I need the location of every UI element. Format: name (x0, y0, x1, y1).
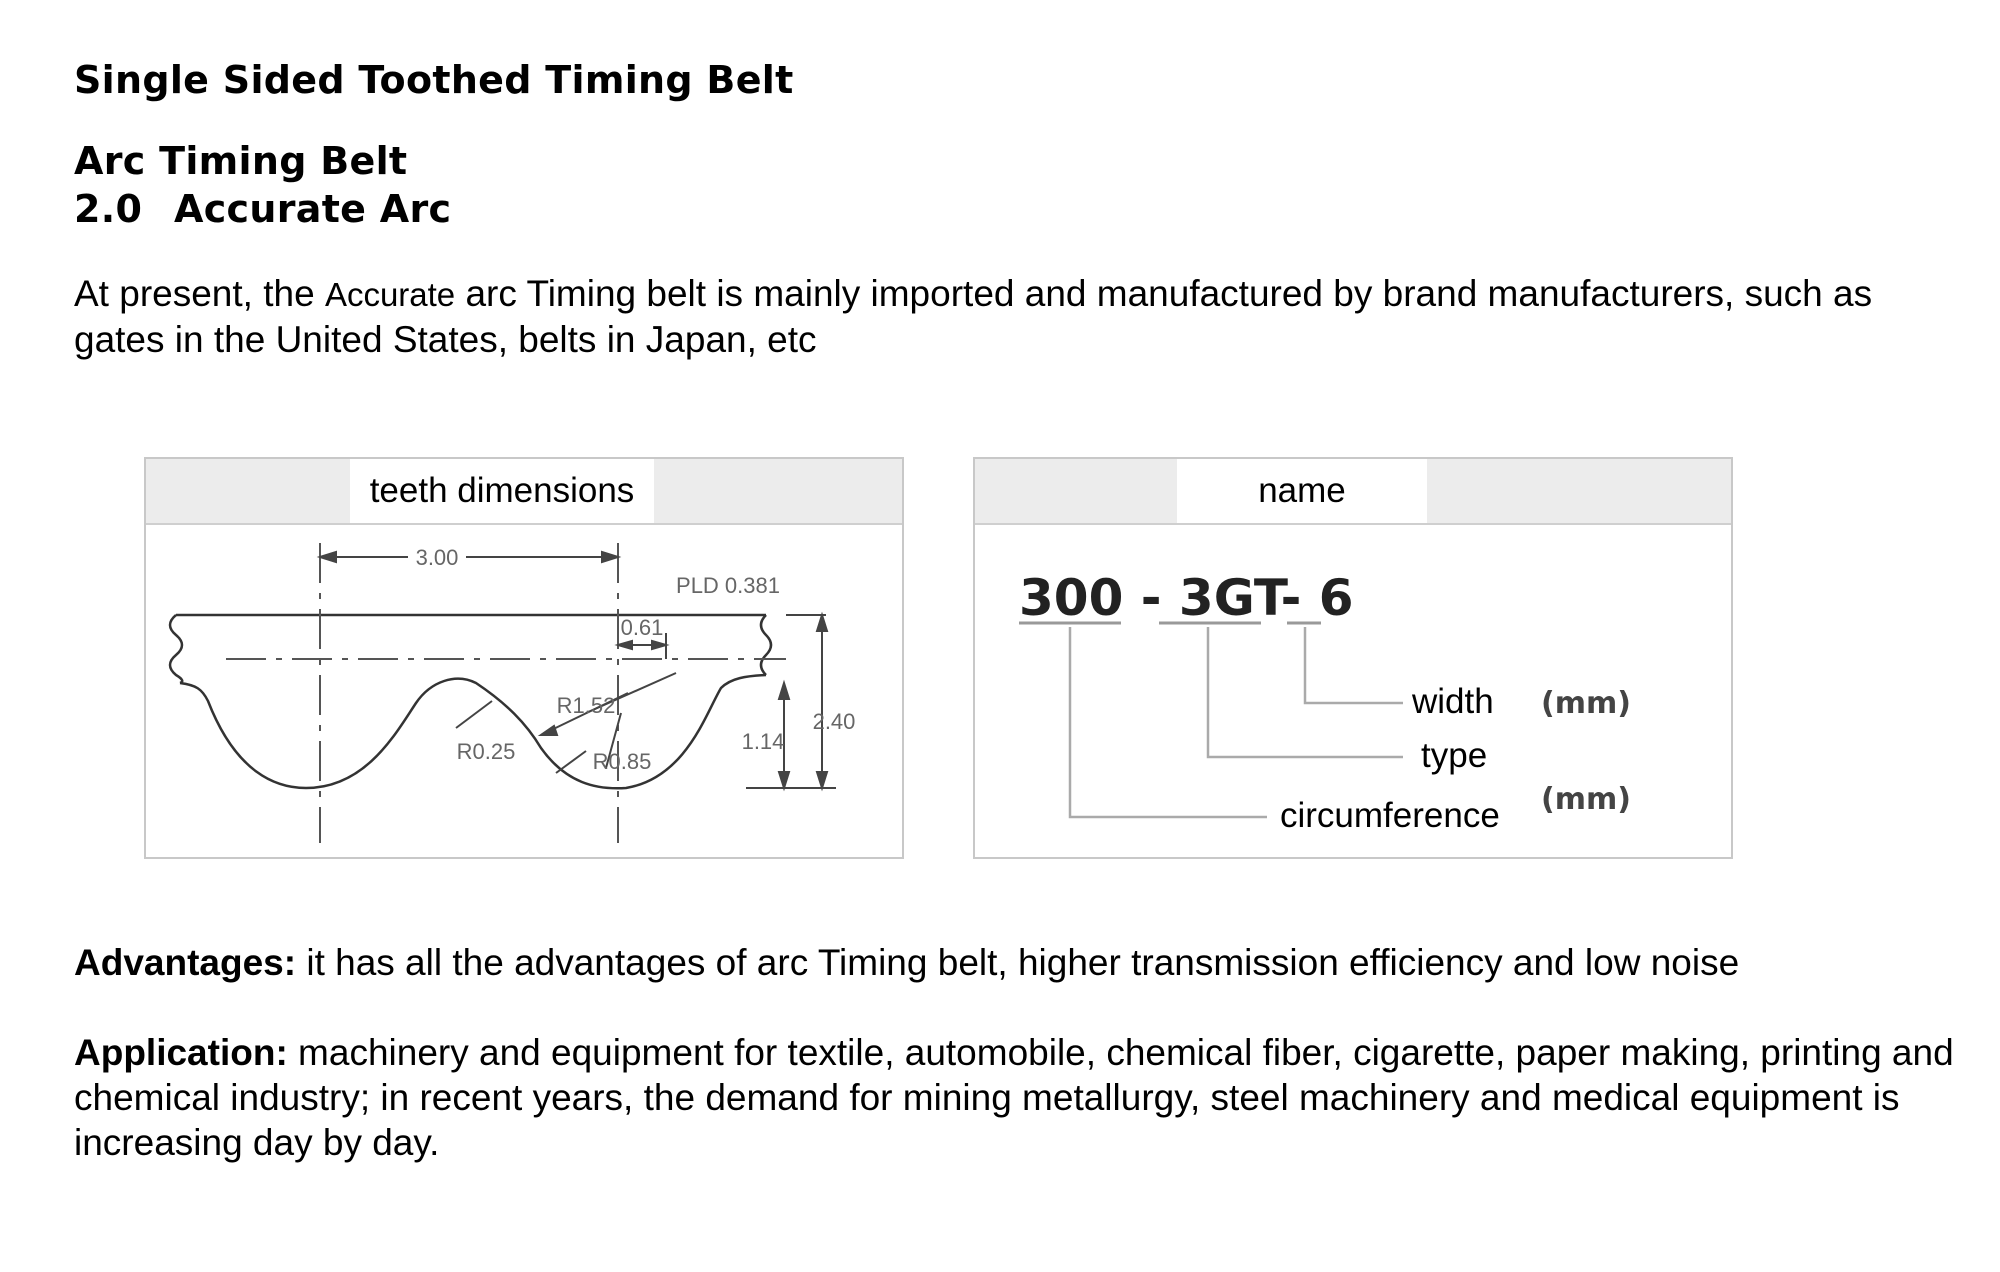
width-unit: (mm) (1541, 686, 1631, 721)
type-label: type (1421, 736, 1488, 775)
intro-small-word: Accurate (324, 276, 456, 313)
name-panel-caption: name (1177, 459, 1427, 523)
pitch-dimension-label: 3.00 (415, 545, 459, 570)
section-number: 2.0 (74, 187, 143, 231)
section-name: Accurate Arc (174, 187, 452, 231)
circumference-leader-line (1070, 627, 1267, 817)
naming-panel (973, 457, 1733, 859)
application-paragraph (74, 1030, 1954, 1165)
intro-text-start: At present, the (74, 273, 325, 314)
width-label: width (1412, 682, 1494, 721)
advantages-label: Advantages: (74, 942, 297, 983)
intro-paragraph (74, 271, 1954, 362)
radius-r025-label: R0.25 (456, 739, 516, 764)
name-panel-header (975, 459, 1731, 525)
height-dimension-label: 2.40 (812, 709, 856, 734)
naming-diagram (975, 523, 1731, 857)
tooth-profile-drawing (146, 523, 902, 857)
circumference-unit: (mm) (1541, 782, 1631, 817)
radius-r152-label: R1.52 (556, 693, 616, 718)
section-heading (74, 187, 451, 231)
belt-code: 300 - 3GT- 6 (1019, 569, 1354, 627)
gap-dimension-label: 0.61 (620, 615, 664, 640)
teeth-panel-caption: teeth dimensions (350, 459, 654, 523)
application-text: machinery and equipment for textile, automobile, chemical fiber, cigarette, paper making, printing and chemical industry; in recent years, the demand for mining metallurgy, steel machinery and medical equipment is increasing day by day. (74, 1032, 1954, 1163)
advantages-paragraph (74, 940, 1954, 985)
intro-text-end: arc Timing belt is mainly imported and manufactured by brand manufacturers, such as gates in the United States, belts in Japan, etc (74, 273, 1873, 360)
teeth-dimensions-panel (144, 457, 904, 859)
circumference-label: circumference (1280, 796, 1500, 835)
tooth-height-label: 1.14 (741, 729, 785, 754)
application-label: Application: (74, 1032, 288, 1073)
pld-dimension-label: PLD 0.381 (676, 573, 780, 598)
teeth-panel-header (146, 459, 902, 525)
width-leader-line (1305, 627, 1403, 703)
left-break-line (170, 615, 182, 683)
subtitle: Arc Timing Belt (74, 139, 408, 183)
tooth-profile-line (180, 675, 766, 788)
radius-r085-label: R0.85 (592, 749, 652, 774)
advantages-text: it has all the advantages of arc Timing belt, higher transmission efficiency and low noise (296, 942, 1740, 983)
page-title: Single Sided Toothed Timing Belt (74, 58, 794, 102)
right-break-line (761, 615, 771, 675)
